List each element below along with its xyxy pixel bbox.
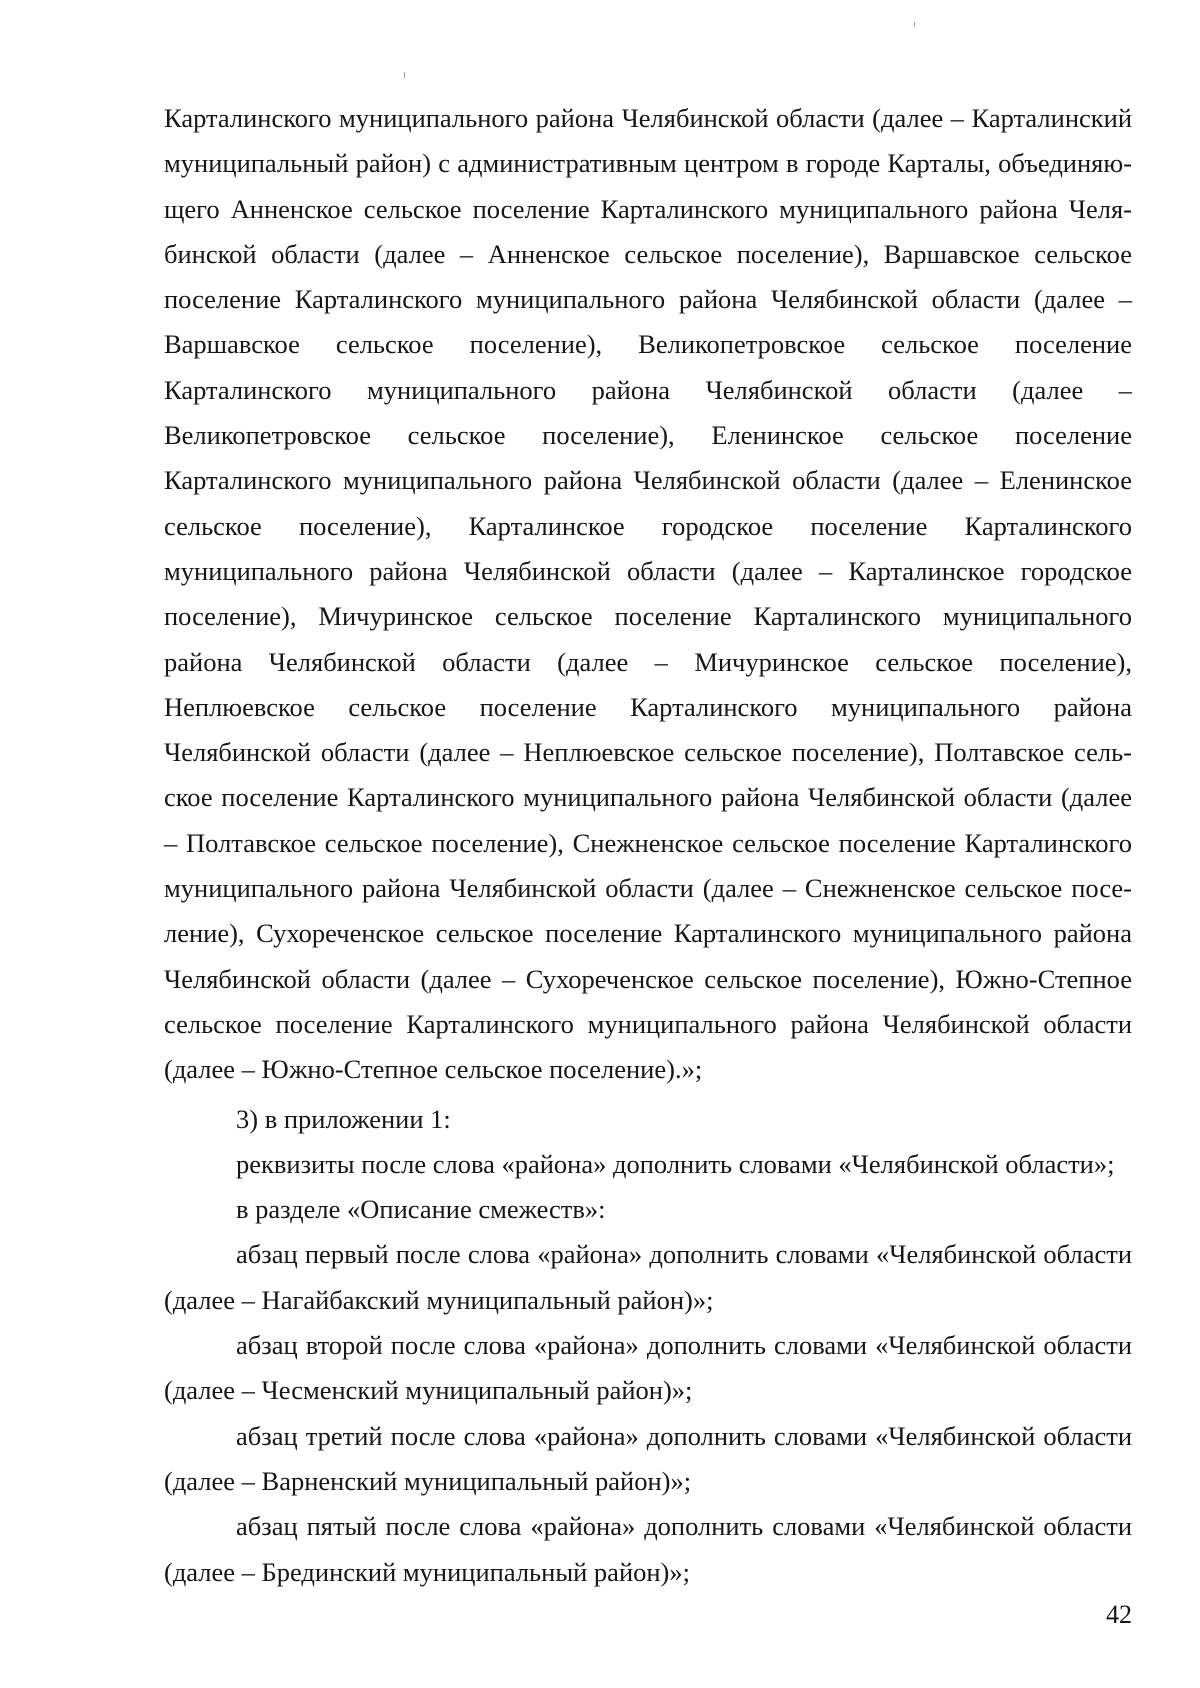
paragraph-second: абзац второй после слова «района» дополнить словами «Челябинской области (далее – Чесменский муниципальный район)»; bbox=[164, 1330, 1132, 1406]
paragraph-appendix-heading: 3) в приложении 1: bbox=[236, 1103, 451, 1134]
document-body bbox=[164, 96, 1132, 1595]
paragraph-third: абзац третий после слова «района» дополнить словами «Челябинской области (далее – Варненский муниципальный район)»; bbox=[164, 1420, 1132, 1496]
paragraph-requisites: реквизиты после слова «района» дополнить словами «Челябинской области»; bbox=[236, 1148, 1115, 1179]
paragraph-first: абзац первый после слова «района» дополнить словами «Челябинской области (далее – Нагайбакский муниципальный район)»; bbox=[164, 1239, 1132, 1315]
scan-artifact bbox=[914, 22, 915, 27]
paragraph-section: в разделе «Описание смежеств»: bbox=[236, 1194, 606, 1225]
paragraph-fifth: абзац пятый после слова «района» дополнить словами «Челябинской области (далее – Брединский муниципальный район)»; bbox=[164, 1511, 1132, 1587]
scan-artifact bbox=[404, 72, 405, 78]
page-number: 42 bbox=[1106, 1600, 1132, 1629]
paragraph-main: Карталинского муниципального района Челябинской области (далее – Карталинский муниципальный район) с административным центром в городе Карталы, объединяющего Анненское сельское поселение Карталинского муниципального района Челябинской области (далее – Анненское сельское поселение), Варшавское сельское поселение Карталинского муниципального района Челябинской области (далее – Варшавское сельское поселение), Великопетровское сельское поселение Карталинского муниципального района Челябинской области (далее – Великопетровское сельское поселение), Еленинское сельское поселение Карталинского муниципального района Челябинской области (далее – Еленинское сельское поселение), Карталинское городское поселение Карталинского муниципального района Челябинской области (далее – Карталинское городское поселение), Мичуринское сельское поселение Карталинского муниципального района Челябинской области (далее – Мичуринское сельское поселение), Неплюевское сельское поселение Карталинского муниципального района Челябинской области (далее – Неплюевское сельское поселение), Полтавское сельское поселение Карталинского муниципального района Челябинской области (далее – Полтавское сельское поселение), Снежненское сельское поселение Карталинского муниципального района Челябинской области (далее – Снежненское сельское поселение), Сухореченское сельское поселение Карталинского муниципального района Челябинской области (далее – Сухореченское сельское поселение), Южно-Степное сельское поселение Карталинского муниципального района Челябинской области (далее – Южно-Степное сельское поселение).»; bbox=[164, 103, 1132, 1085]
